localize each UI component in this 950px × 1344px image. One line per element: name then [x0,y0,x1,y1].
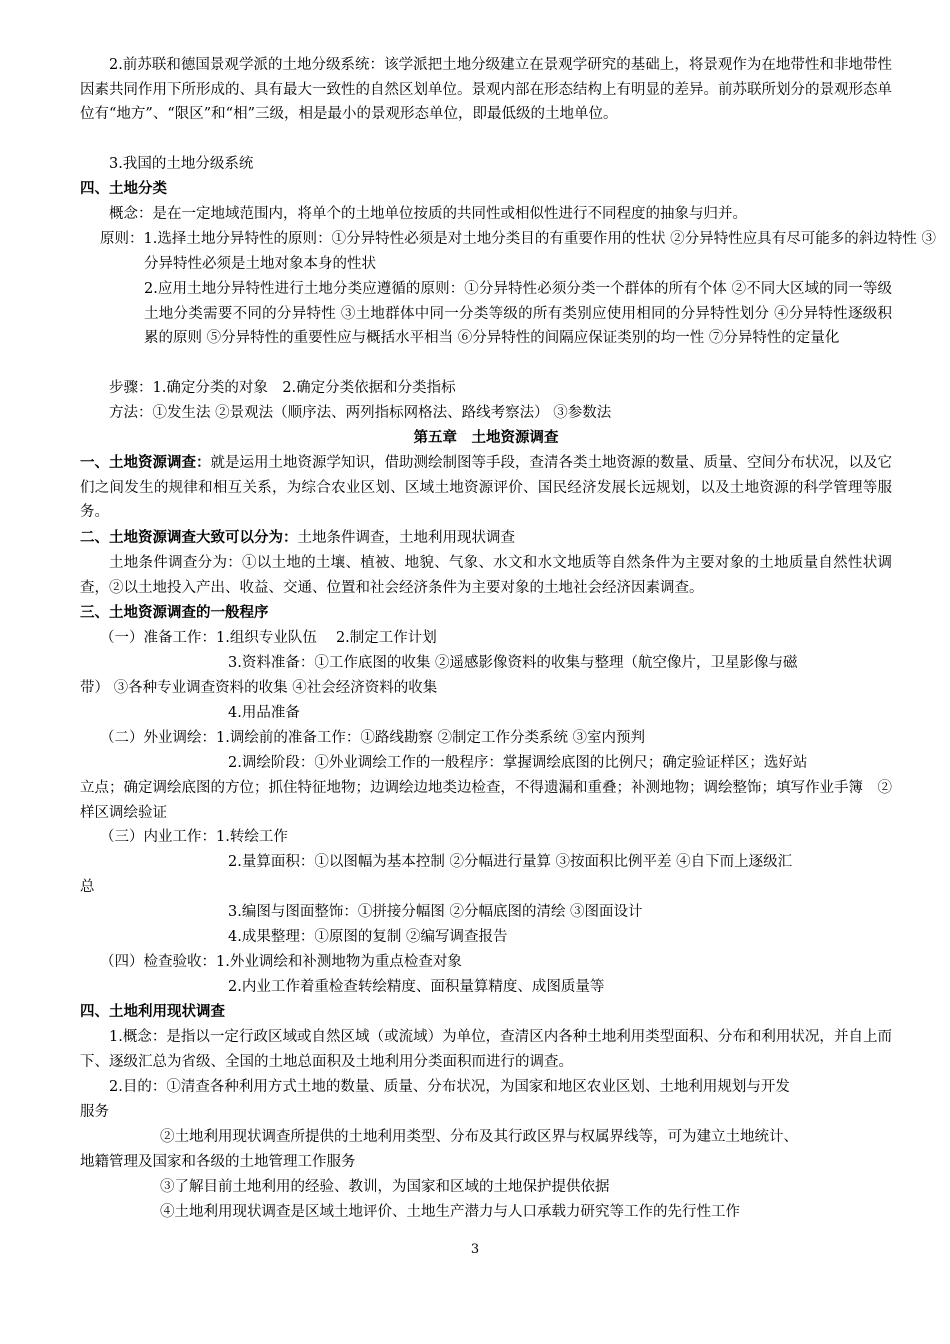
paragraph-steps: 步骤：1.确定分类的对象 2.确定分类依据和分类指标 [109,380,456,396]
procedure-area: 2.量算面积：①以图幅为基本控制 ②分幅进行量算 ③按面积比例平差 ④自下而上逐级汇 [228,854,793,870]
procedure-area-cont: 总 [80,879,95,895]
page-number: 3 [470,1242,480,1257]
paragraph-land-use-concept: 1.概念：是指以一定行政区域或自然区域（或流域）为单位，查清区内各种土地利用类型面积、分布和利用状况，并自上而下、逐级汇总为省级、全国的土地总面积及土地利用分类面积而进行的调查。 [80,1029,892,1070]
procedure-materials-cont: 带） ③各种专业调查资料的收集 ④社会经济资料的收集 [80,680,438,696]
heading-land-use-survey: 四、土地利用现状调查 [80,1004,225,1020]
section-2-heading: 二、土地资源调查大致可以分为： [80,530,298,546]
paragraph-principles-2: 2.应用土地分异特性进行土地分类应遵循的原则：①分异特性必须分类一个群体的所有个体 ②不同大区域的同一等级土地分类需要不同的分异特性 ③土地群体中同一分类等级的所有类别应使用相同的分异特性划分 ④分异特性逐级积累的原则 ⑤分异特性的重要性应与概括水平相当 ⑥分异特性的间隔应保证类别的均一性 ⑦分异特性的定量化 [144,281,892,346]
paragraph-soviet-german-system: 2.前苏联和德国景观学派的土地分级系统：该学派把土地分级建立在景观学研究的基础上，将景观作为在地带性和非地带性因素共同作用下所形成的、具有最大一致性的自然区划单位。景观内部在形态结构上有明显的差异。前苏联所划分的景观形态单位有“地方”、“限区”和“相”三级，相是最小的景观形态单位，即最低级的土地单位。 [80,57,892,122]
procedure-field-stage: 2.调绘阶段：①外业调绘工作的一般程序：掌握调绘底图的比例尺；确定验证样区；选好站 [228,755,808,771]
paragraph-purpose-4: ④土地利用现状调查是区域土地评价、土地生产潜力与人口承载力研究等工作的先行性工作 [160,1204,740,1220]
procedure-mapping: 3.编图与图面整饰：①拼接分幅图 ②分幅底图的清绘 ③图面设计 [228,904,643,920]
procedure-materials: 3.资料准备：①工作底图的收集 ②遥感影像资料的收集与整理（航空像片，卫星影像与磁 [228,655,798,671]
paragraph-purpose-3: ③了解目前土地利用的经验、教训，为国家和区域的土地保护提供依据 [160,1179,610,1195]
procedure-inspection: （四）检查验收：1.外业调绘和补测地物为重点检查对象 [100,954,462,970]
chapter-title: 第五章 土地资源调查 [413,430,559,446]
paragraph-purpose-1-cont: 服务 [80,1104,109,1120]
heading-land-classification: 四、土地分类 [80,181,167,197]
procedure-field-stage-cont: 立点；确定调绘底图的方位；抓住特征地物；边调绘边地类边检查，不得遗漏和重叠；补测地物；调绘整饰；填写作业手簿 ②样区调绘验证 [80,780,892,821]
paragraph-condition-survey: 土地条件调查分为：①以土地的土壤、植被、地貌、气象、水文和水文地质等自然条件为主要对象的土地质量自然性状调查，②以土地投入产出、收益、交通、位置和社会经济条件为主要对象的土地社会经济因素调查。 [80,555,892,596]
procedure-preparation: （一）准备工作：1.组织专业队伍 2.制定工作计划 [100,630,437,646]
section-1 [80,451,892,525]
paragraph-china-system: 3.我国的土地分级系统 [109,156,254,172]
procedure-results: 4.成果整理：①原图的复制 ②编写调查报告 [228,929,508,945]
section-1-heading: 一、土地资源调查： [80,455,211,471]
section-2 [80,526,892,551]
procedure-field: （二）外业调绘：1.调绘前的准备工作：①路线勘察 ②制定工作分类系统 ③室内预判 [100,730,646,746]
paragraph-purpose-1: 2.目的：①清查各种利用方式土地的数量、质量、分布状况，为国家和地区农业区划、土地利用规划与开发 [109,1079,790,1095]
paragraph-purpose-2: ②土地利用现状调查所提供的土地利用类型、分布及其行政区界与权属界线等，可为建立土地统计、 [160,1129,798,1145]
paragraph-purpose-2-cont: 地籍管理及国家和各级的土地管理工作服务 [80,1154,356,1170]
paragraph-concept: 概念：是在一定地域范围内，将单个的土地单位按质的共同性或相似性进行不同程度的抽象与归并。 [109,206,747,222]
heading-general-procedure: 三、土地资源调查的一般程序 [80,605,269,621]
paragraph-methods: 方法：①发生法 ②景观法（顺序法、两列指标网格法、路线考察法） ③参数法 [109,405,612,421]
section-2-body: 土地条件调查，土地利用现状调查 [297,530,515,546]
section-1-body: 就是运用土地资源学知识，借助测绘制图等手段，查清各类土地资源的数量、质量、空间分布状况，以及它们之间发生的规律和相互关系，为综合农业区划、区域土地资源评价、国民经济发展长远规划，以及土地资源的科学管理等服务。 [80,455,892,520]
paragraph-principles: 原则：1.选择土地分异特性的原则：①分异特性必须是对土地分类目的有重要作用的性状 ②分异特性应具有尽可能多的斜边特性 ③分异特性必须是土地对象本身的性状 [100,231,936,272]
procedure-office: （三）内业工作：1.转绘工作 [100,829,288,845]
procedure-supplies: 4.用品准备 [228,705,300,721]
procedure-inspection-2: 2.内业工作着重检查转绘精度、面积量算精度、成图质量等 [228,979,605,995]
